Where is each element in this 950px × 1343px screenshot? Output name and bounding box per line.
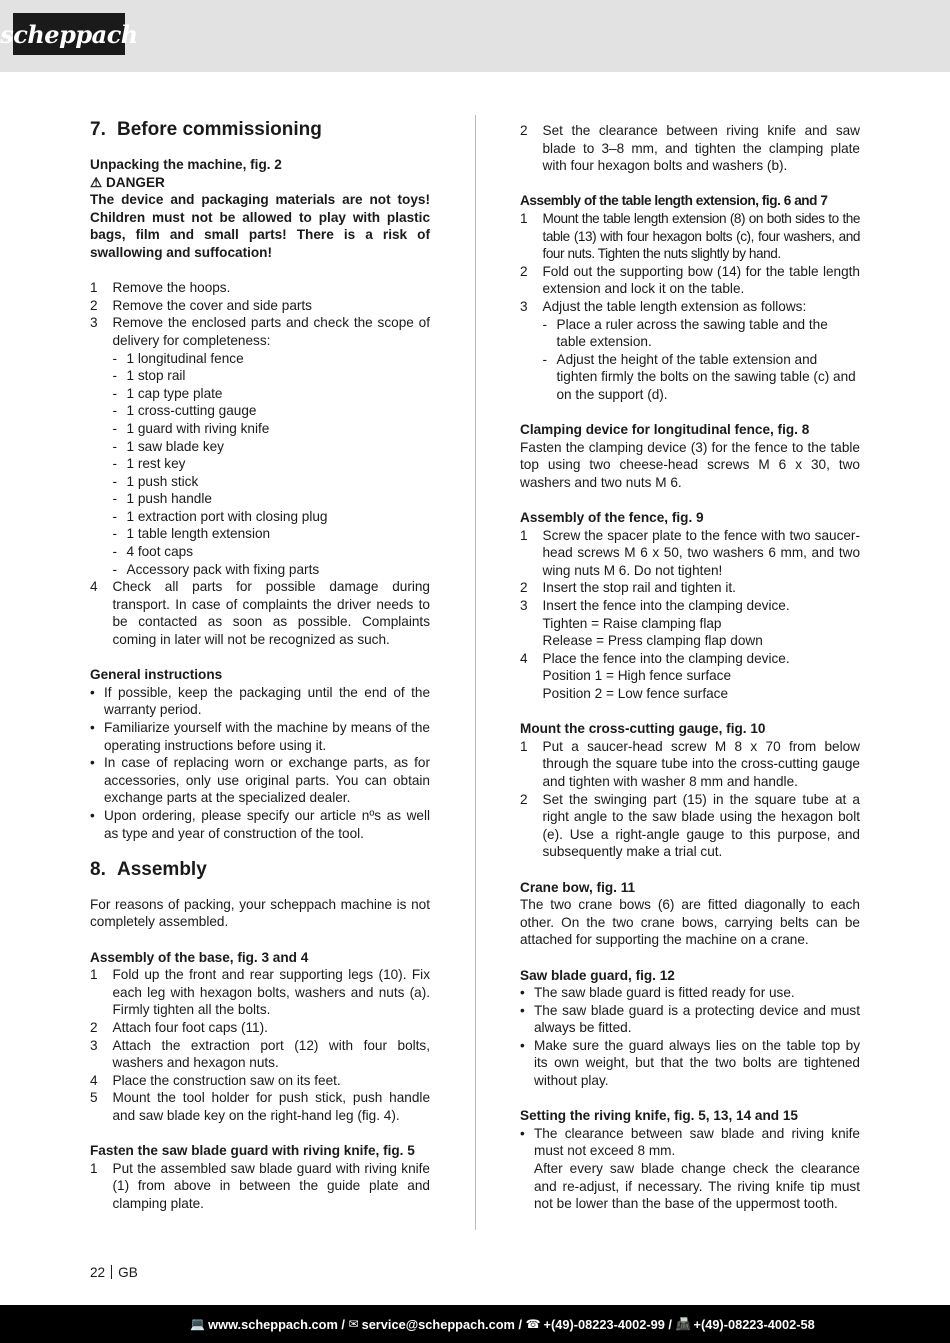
envelope-icon: ✉ — [348, 1317, 359, 1331]
guard-assembly-cont — [520, 122, 860, 175]
list-item: 3 Insert the fence into the clamping device. — [520, 598, 790, 614]
danger-label-line — [90, 174, 430, 192]
footer-phone: +(49)-08223-4002-99 / — [543, 1316, 672, 1332]
fence-assembly — [520, 509, 860, 703]
riving-cont: After every saw blade change check the clearance and re-adjust, if necessary. The riving knife tip must not be lower than the base of the uppermost tooth. — [534, 1161, 860, 1212]
page-separator — [111, 1265, 112, 1279]
left-column — [90, 118, 430, 1230]
warning-triangle-icon: ⚠ — [90, 174, 103, 190]
cross-cutting-gauge — [520, 720, 860, 861]
scope-item: - 1 push stick — [112, 473, 199, 489]
list-item: 2 Set the clearance between riving knife and saw blade to 3–8 mm, and tighten the clamping plate with four hexagon bolts and washers (b). — [520, 123, 860, 174]
crane-text: The two crane bows (6) are fitted diagonally to each other. On the two crane bows, carrying belts can be attached for supporting the machine on a crane. — [520, 897, 860, 948]
clamp-text: Fasten the clamping device (3) for the fence to the table top using two cheese-head screws M 6 x 30, two washers and two nuts M 6. — [520, 439, 860, 490]
phone-icon: ☎ — [525, 1317, 541, 1331]
footer-website[interactable]: www.scheppach.com / — [208, 1316, 345, 1332]
scheppach-logo: scheppach — [13, 13, 125, 55]
scope-item: - 1 cap type plate — [112, 385, 223, 401]
fax-icon: 📠 — [675, 1317, 691, 1331]
list-item: 3 Remove the enclosed parts and check the scope of delivery for completeness: — [90, 315, 430, 348]
section-number: 7. — [90, 119, 106, 140]
fence-line: Release = Press clamping flap down — [542, 633, 763, 649]
list-item: 2 Remove the cover and side parts — [90, 297, 312, 313]
section-title: Before commissioning — [117, 119, 322, 140]
list-item: 4 Check all parts for possible damage during transport. In case of complaints the driver needs to be contacted as soon as possible. Complaints coming in later will not be recognized as such. — [90, 579, 430, 648]
footer-email[interactable]: service@scheppach.com / — [361, 1316, 523, 1332]
list-item: 2 Insert the stop rail and tighten it. — [520, 580, 736, 596]
scope-item: - 1 longitudinal fence — [112, 350, 244, 366]
sub-item: - Adjust the height of the table extension and tighten firmly the bolts on the sawing table (c) and on the support (d). — [542, 351, 856, 402]
list-item: 1 Fold up the front and rear supporting legs (10). Fix each leg with hexagon bolts, washers and nuts (a). Firmly tighten all the bolts. — [90, 967, 430, 1018]
page-number-value: 22 — [90, 1265, 106, 1280]
fence-line: Position 1 = High fence surface — [542, 668, 732, 684]
column-divider — [475, 115, 476, 1230]
list-item: 1 Put the assembled saw blade guard with riving knife (1) from above in between the guide plate and clamping plate. — [90, 1160, 430, 1211]
bullet-item: • If possible, keep the packaging until the end of the warranty period. — [90, 684, 430, 718]
table-heading: Assembly of the table length extension, fig. 6 and 7 — [520, 193, 828, 209]
page-number — [90, 1265, 138, 1280]
list-item: 2 Fold out the supporting bow (14) for the table length extension and lock it on the table. — [520, 263, 860, 297]
list-item: 1 Remove the hoops. — [90, 280, 231, 296]
scope-item: - 1 guard with riving knife — [112, 420, 270, 436]
clamping-device — [520, 421, 860, 491]
list-item: 1 Screw the spacer plate to the fence with two saucer-head screws M 6 x 50, two washers 6 mm, and two wing nuts M 6. Do not tighten! — [520, 527, 860, 578]
laptop-icon: 💻 — [190, 1317, 206, 1331]
list-item: 5 Mount the tool holder for push stick, push handle and saw blade key on the right-hand leg (fig. 4). — [90, 1090, 430, 1123]
bullet-item: • The saw blade guard is a protecting device and must always be fitted. — [520, 1002, 860, 1036]
list-item: 3 Adjust the table length extension as follows: — [520, 298, 807, 314]
riving-knife — [520, 1107, 860, 1213]
right-column — [520, 122, 860, 1230]
bullet-item: • Familiarize yourself with the machine by means of the operating instructions before using it. — [90, 720, 430, 753]
assembly-intro: For reasons of packing, your scheppach machine is not completely assembled. — [90, 896, 430, 930]
fence-line: Tighten = Raise clamping flap — [542, 615, 722, 631]
cross-heading: Mount the cross-cutting gauge, fig. 10 — [520, 721, 766, 737]
crane-bow — [520, 879, 860, 949]
bullet-item: • In case of replacing worn or exchange parts, as for accessories, only use original parts. You can obtain exchange parts at the specialized dealer. — [90, 755, 430, 806]
list-item: 4 Place the fence into the clamping device. — [520, 650, 790, 666]
footer-bar — [0, 1305, 950, 1343]
riving-heading: Setting the riving knife, fig. 5, 13, 14 and 15 — [520, 1108, 798, 1124]
guard-assembly — [90, 1142, 430, 1212]
general-heading: General instructions — [90, 667, 223, 683]
bullet-item: • The clearance between saw blade and riving knife must not exceed 8 mm. — [520, 1125, 860, 1159]
section-title: Assembly — [117, 858, 207, 880]
header-bar — [0, 0, 950, 72]
list-item: 1 Mount the table length extension (8) on both sides to the table (13) with four hexagon bolts (c), four washers, and four nuts. Tighten the nuts slightly by hand. — [520, 210, 860, 262]
section-8-heading — [90, 858, 430, 882]
scope-item: - 1 push handle — [112, 491, 212, 507]
scope-item: - Accessory pack with fixing parts — [112, 561, 320, 577]
table-extension — [520, 192, 860, 403]
fence-heading: Assembly of the fence, fig. 9 — [520, 510, 704, 526]
scope-item: - 1 rest key — [112, 456, 186, 472]
bullet-item: • Make sure the guard always lies on the table top by its own weight, but that the two bolts are tightened without play. — [520, 1037, 860, 1089]
base-assembly — [90, 949, 430, 1125]
list-item: 1 Put a saucer-head screw M 8 x 70 from below through the square tube into the cross-cutting gauge and tighten with washer 8 mm and handle. — [520, 738, 860, 789]
section-7-heading — [90, 118, 430, 142]
list-item: 2 Attach four foot caps (11). — [90, 1019, 268, 1035]
guard-heading: Fasten the saw blade guard with riving knife, fig. 5 — [90, 1143, 415, 1159]
saw-blade-guard — [520, 967, 860, 1090]
fence-line: Position 2 = Low fence surface — [542, 686, 729, 701]
page-language: GB — [118, 1265, 138, 1280]
sub-item: - Place a ruler across the sawing table and the table extension. — [542, 316, 828, 350]
unpacking-block — [90, 156, 430, 262]
footer-fax: +(49)-08223-4002-58 — [693, 1316, 815, 1332]
scope-item: - 1 cross-cutting gauge — [112, 403, 257, 419]
section-number: 8. — [90, 858, 106, 880]
sbg-heading: Saw blade guard, fig. 12 — [520, 967, 675, 983]
unpacking-heading: Unpacking the machine, fig. 2 — [90, 157, 282, 172]
clamp-heading: Clamping device for longitudinal fence, fig. 8 — [520, 422, 810, 438]
scope-item: - 4 foot caps — [112, 544, 194, 560]
crane-heading: Crane bow, fig. 11 — [520, 879, 636, 895]
list-item: 3 Attach the extraction port (12) with four bolts, washers and hexagon nuts. — [90, 1037, 430, 1071]
scope-item: - 1 extraction port with closing plug — [112, 508, 328, 524]
list-item: 4 Place the construction saw on its feet. — [90, 1072, 341, 1088]
scope-item: - 1 saw blade key — [112, 438, 224, 454]
danger-text: The device and packaging materials are not toys! Children must not be allowed to play with plastic bags, film and small parts! There is a risk of swallowing and suffocation! — [90, 192, 430, 260]
danger-label: DANGER — [105, 174, 165, 190]
base-heading: Assembly of the base, fig. 3 and 4 — [90, 949, 309, 965]
bullet-item: • Upon ordering, please specify our article nºs as well as type and year of construction of the tool. — [90, 807, 430, 841]
scope-item: - 1 table length extension — [112, 526, 271, 542]
bullet-item: • The saw blade guard is fitted ready for use. — [520, 985, 795, 1001]
list-item: 2 Set the swinging part (15) in the square tube at a right angle to the saw blade using the hexagon bolt (e). Use a right-angle gauge to this purpose, and subsequently make a trial cut. — [520, 791, 860, 860]
general-instructions — [90, 666, 430, 842]
unpacking-steps — [90, 279, 430, 648]
scope-item: - 1 stop rail — [112, 368, 186, 384]
